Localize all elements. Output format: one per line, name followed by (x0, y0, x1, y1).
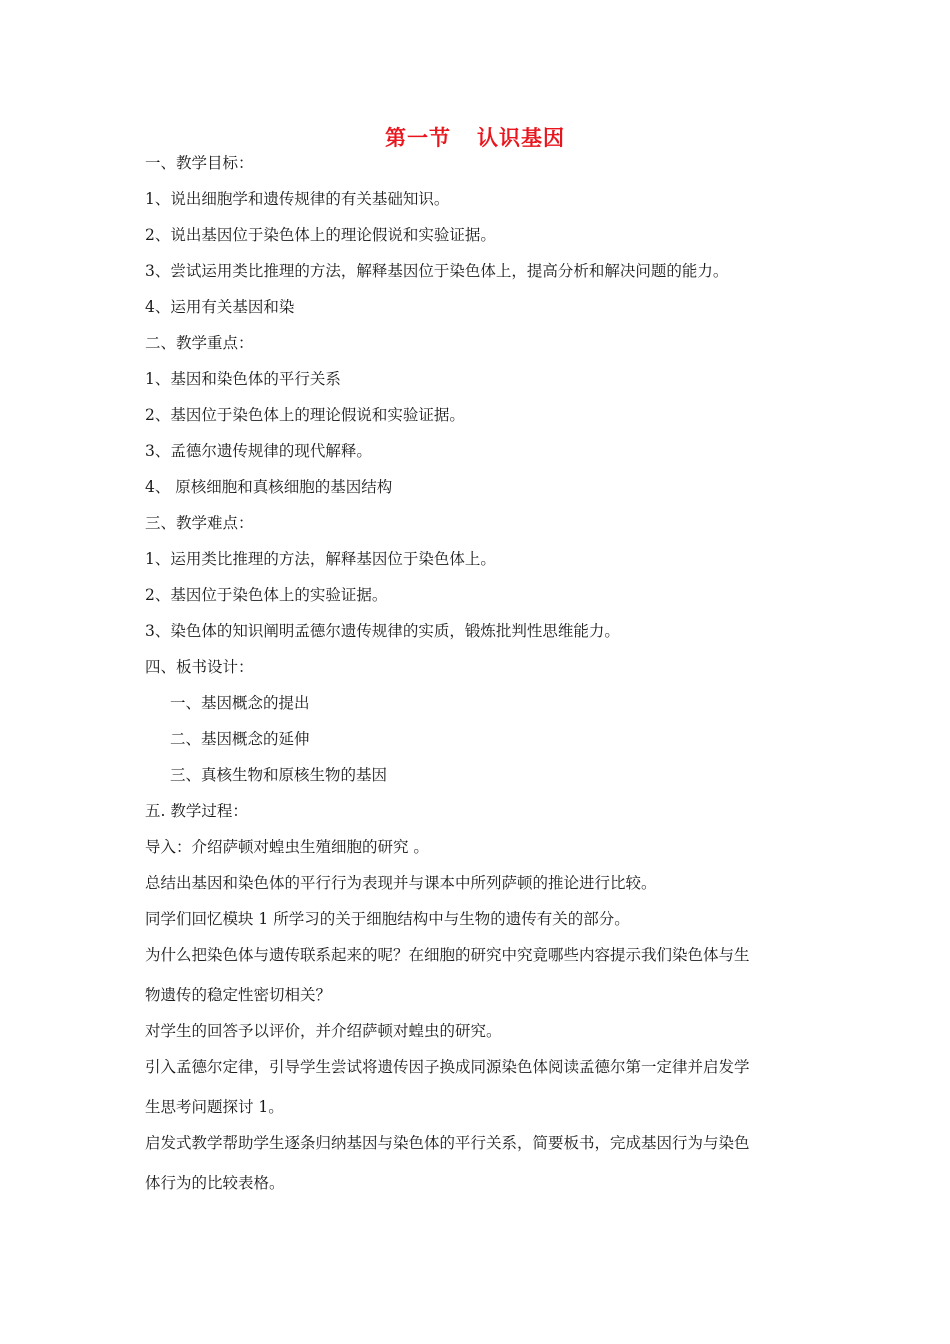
goal-item-3: 3、尝试运用类比推理的方法，解释基因位于染色体上，提高分析和解决问题的能力。 (145, 262, 729, 280)
document-title (0, 122, 950, 152)
board-item-2: 二、基因概念的延伸 (170, 730, 310, 748)
process-paragraph-7-line-2: 体行为的比较表格。 (145, 1174, 285, 1192)
heading-teaching-difficulties: 三、教学难点： (145, 514, 254, 532)
process-paragraph-2: 总结出基因和染色体的平行行为表现并与课本中所列萨顿的推论进行比较。 (145, 874, 657, 892)
focus-item-4: 4、 原核细胞和真核细胞的基因结构 (145, 478, 393, 496)
process-paragraph-7-line-1: 启发式教学帮助学生逐条归纳基因与染色体的平行关系，简要板书，完成基因行为与染色 (145, 1134, 750, 1152)
difficulty-item-3: 3、染色体的知识阐明孟德尔遗传规律的实质，锻炼批判性思维能力。 (145, 622, 620, 640)
focus-item-2: 2、基因位于染色体上的理论假说和实验证据。 (145, 406, 465, 424)
goal-item-4: 4、运用有关基因和染 (145, 298, 295, 316)
process-paragraph-6-line-2: 生思考问题探讨 1。 (145, 1098, 284, 1116)
goal-item-1: 1、说出细胞学和遗传规律的有关基础知识。 (145, 190, 450, 208)
heading-teaching-goals: 一、教学目标： (145, 154, 254, 172)
process-paragraph-3: 同学们回忆模块 1 所学习的关于细胞结构中与生物的遗传有关的部分。 (145, 910, 630, 928)
heading-teaching-process: 五. 教学过程： (145, 802, 248, 820)
heading-board-design: 四、板书设计： (145, 658, 254, 676)
process-paragraph-4-line-1: 为什么把染色体与遗传联系起来的呢？在细胞的研究中究竟哪些内容提示我们染色体与生 (145, 946, 750, 964)
title-topic: 认识基因 (477, 125, 565, 150)
focus-item-1: 1、基因和染色体的平行关系 (145, 370, 341, 388)
process-paragraph-5: 对学生的回答予以评价，并介绍萨顿对蝗虫的研究。 (145, 1022, 502, 1040)
heading-teaching-focus: 二、教学重点： (145, 334, 254, 352)
difficulty-item-1: 1、运用类比推理的方法，解释基因位于染色体上。 (145, 550, 496, 568)
process-paragraph-6-line-1: 引入孟德尔定律，引导学生尝试将遗传因子换成同源染色体阅读孟德尔第一定律并启发学 (145, 1058, 750, 1076)
focus-item-3: 3、孟德尔遗传规律的现代解释。 (145, 442, 372, 460)
board-item-1: 一、基因概念的提出 (170, 694, 310, 712)
process-paragraph-1: 导入：介绍萨顿对蝗虫生殖细胞的研究 。 (145, 838, 429, 856)
process-paragraph-4-line-2: 物遗传的稳定性密切相关？ (145, 986, 332, 1004)
goal-item-2: 2、说出基因位于染色体上的理论假说和实验证据。 (145, 226, 496, 244)
board-item-3: 三、真核生物和原核生物的基因 (170, 766, 388, 784)
difficulty-item-2: 2、基因位于染色体上的实验证据。 (145, 586, 388, 604)
title-section-number: 第一节 (385, 125, 451, 150)
